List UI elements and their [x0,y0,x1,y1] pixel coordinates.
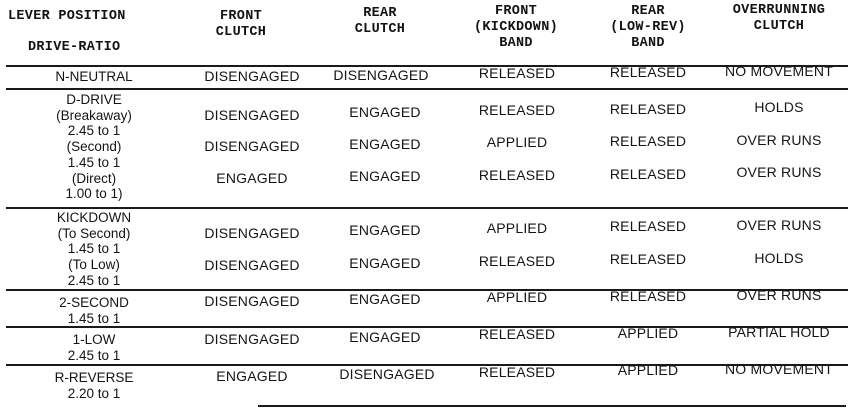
rule-after-drive [6,207,848,209]
cell-rear-clutch: DISENGAGED [333,67,429,83]
cell-rear-band: RELEASED [609,166,687,182]
cell-front-band: RELEASED [478,326,556,342]
cell-overrunning: OVER RUNS [736,164,822,180]
cell-overrunning: HOLDS [754,99,804,115]
cell-overrunning: HOLDS [754,250,804,266]
cell-front-band: RELEASED [478,364,556,380]
cell-rear-band: RELEASED [609,133,687,149]
cell-rear-clutch: DISENGAGED [339,366,435,382]
rule-after-neutral [6,88,848,90]
cell-overrunning: PARTIAL HOLD [728,324,830,340]
cell-overrunning: NO MOVEMENT [725,63,833,79]
cell-front-band: APPLIED [486,220,548,236]
cell-rear-band: RELEASED [609,251,687,267]
cell-overrunning: OVER RUNS [736,217,822,233]
lever-neutral: N-NEUTRAL [55,69,133,84]
cell-front-band: APPLIED [486,289,548,305]
cell-front-clutch: DISENGAGED [204,257,300,273]
cell-rear-clutch: ENGAGED [349,168,421,184]
cell-overrunning: OVER RUNS [736,287,822,303]
cell-front-band: RELEASED [478,167,556,183]
cell-overrunning: NO MOVEMENT [725,361,833,377]
cell-rear-clutch: ENGAGED [349,329,421,345]
cell-front-clutch: DISENGAGED [204,107,300,123]
lever-kickdown: KICKDOWN (To Second) 1.45 to 1 (To Low) 2.45 to 1 [56,210,132,288]
cell-front-clutch: DISENGAGED [204,68,300,84]
lever-drive: D-DRIVE (Breakaway) 2.45 to 1 (Second) 1.45 to 1 (Direct) 1.00 to 1) [56,92,132,202]
lever-reverse: R-REVERSE 2.20 to 1 [54,370,134,401]
rule-bottom [258,405,846,407]
cell-rear-clutch: ENGAGED [349,136,421,152]
cell-front-band: RELEASED [478,65,556,81]
cell-front-clutch: ENGAGED [216,368,288,384]
cell-front-clutch: ENGAGED [216,170,288,186]
header-front-clutch: FRONT CLUTCH [215,9,267,40]
cell-front-band: APPLIED [486,134,548,150]
header-overrunning-clutch: OVERRUNNING CLUTCH [732,3,826,34]
lever-low: 1-LOW 2.45 to 1 [67,332,121,363]
header-rear-clutch: REAR CLUTCH [354,6,406,37]
cell-front-clutch: DISENGAGED [204,293,300,309]
cell-rear-clutch: ENGAGED [349,222,421,238]
cell-rear-band: RELEASED [609,101,687,117]
cell-rear-clutch: ENGAGED [349,104,421,120]
cell-rear-band: APPLIED [617,325,679,341]
cell-rear-band: APPLIED [617,362,679,378]
header-drive-ratio: DRIVE-RATIO [28,40,121,55]
cell-front-band: RELEASED [478,253,556,269]
header-front-band: FRONT (KICKDOWN) BAND [473,4,558,51]
cell-rear-band: RELEASED [609,288,687,304]
cell-rear-band: RELEASED [609,64,687,80]
cell-front-clutch: DISENGAGED [204,331,300,347]
cell-front-band: RELEASED [478,102,556,118]
cell-rear-band: RELEASED [609,218,687,234]
header-rear-band: REAR (LOW-REV) BAND [610,4,686,51]
cell-rear-clutch: ENGAGED [349,291,421,307]
cell-front-clutch: DISENGAGED [204,225,300,241]
lever-second: 2-SECOND 1.45 to 1 [59,295,129,326]
header-lever-position: LEVER POSITION [8,9,126,24]
cell-front-clutch: DISENGAGED [204,138,300,154]
cell-rear-clutch: ENGAGED [349,255,421,271]
cell-overrunning: OVER RUNS [736,132,822,148]
